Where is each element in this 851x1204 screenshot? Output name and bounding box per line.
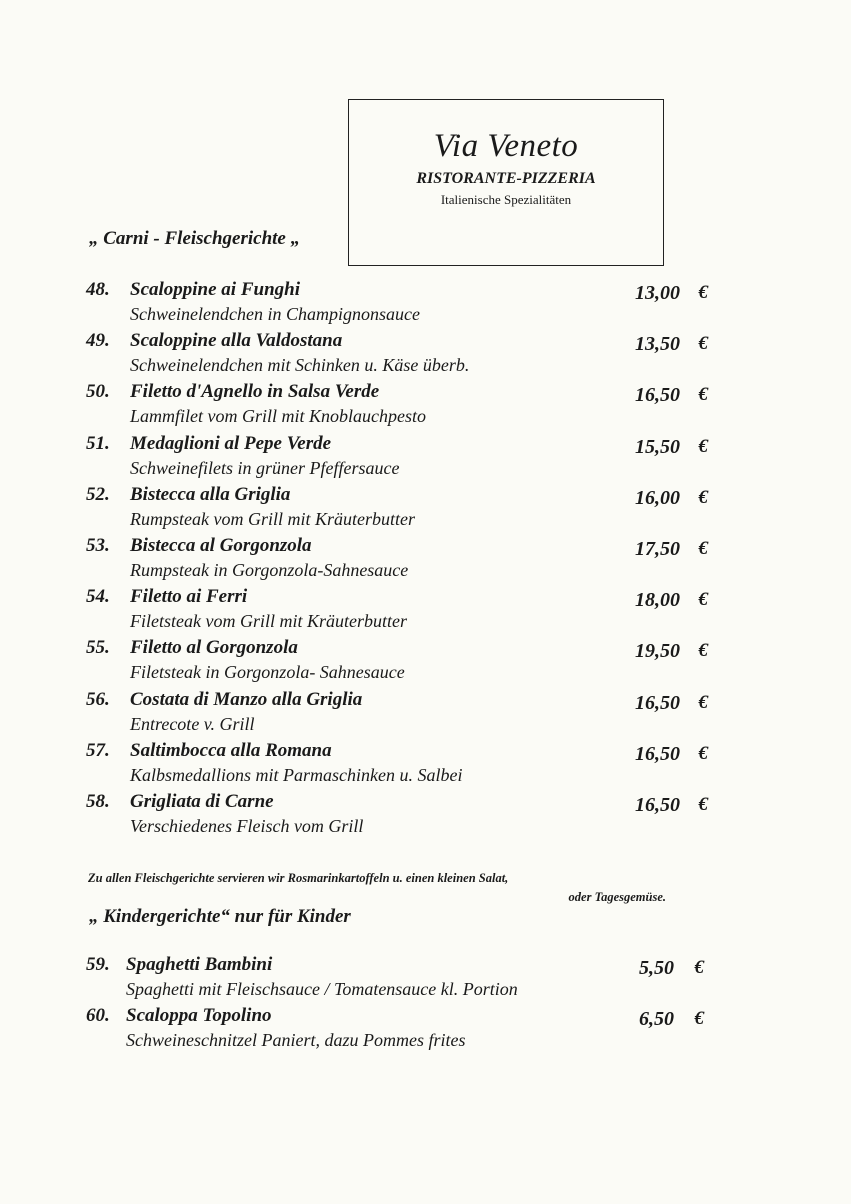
euro-icon: € (698, 435, 708, 457)
menu-item (86, 433, 726, 484)
euro-icon: € (698, 589, 708, 611)
item-number: 57. (86, 739, 110, 761)
item-number: 55. (86, 637, 110, 659)
item-number: 51. (86, 432, 110, 454)
item-price: 17,50 (635, 537, 680, 560)
menu-item (86, 637, 726, 688)
section-title-kinder: „ Kindergerichte“ nur für Kinder (89, 906, 351, 927)
item-price: 5,50 (639, 957, 674, 979)
item-name: Filetto al Gorgonzola (130, 637, 298, 659)
item-price: 16,50 (635, 793, 680, 816)
euro-icon: € (698, 486, 708, 508)
side-dish-note (88, 869, 666, 907)
item-price: 6,50 (639, 1008, 674, 1031)
item-description: Rumpsteak vom Grill mit Kräuterbutter (130, 508, 415, 529)
restaurant-name: Via Veneto (433, 128, 579, 164)
menu-item (86, 586, 726, 637)
item-description: Entrecote v. Grill (130, 713, 255, 734)
item-name: Grigliata di Carne (130, 790, 274, 812)
item-description: Spaghetti mit Fleischsauce / Tomatensauce kl. Portion (126, 979, 518, 999)
item-price: 15,50 (635, 435, 680, 458)
item-number: 50. (86, 381, 110, 403)
item-name: Bistecca alla Griglia (130, 483, 291, 505)
item-description: Lammfilet vom Grill mit Knoblauchpesto (130, 406, 426, 427)
note-line-2: oder Tagesgemüse. (568, 890, 666, 904)
item-name: Saltimbocca alla Romana (130, 739, 332, 761)
item-name: Scaloppa Topolino (126, 1005, 272, 1027)
euro-icon: € (698, 691, 708, 713)
item-price: 16,00 (635, 486, 680, 509)
item-name: Filetto d'Agnello in Salsa Verde (130, 381, 380, 403)
item-number: 48. (86, 279, 110, 300)
item-price: 13,00 (635, 282, 680, 304)
item-name: Scaloppine ai Funghi (130, 279, 300, 300)
item-number: 56. (86, 688, 110, 710)
euro-icon: € (694, 1008, 704, 1030)
item-description: Schweinefilets in grüner Pfeffersauce (130, 457, 400, 478)
item-description: Schweinelendchen in Champignonsauce (130, 304, 420, 324)
section-title-carni: „ Carni - Fleischgerichte „ (89, 228, 301, 249)
restaurant-subtitle: RISTORANTE-PIZZERIA (416, 170, 596, 187)
item-description: Schweinelendchen mit Schinken u. Käse überb. (130, 355, 470, 376)
item-description: Verschiedenes Fleisch vom Grill (130, 815, 364, 836)
menu-item (86, 330, 726, 381)
menu-item (86, 791, 726, 842)
menu-item (86, 279, 726, 330)
note-line-1: Zu allen Fleischgerichte servieren wir Rosmarinkartoffeln u. einen kleinen Salat, (88, 871, 509, 885)
menu-item (86, 535, 726, 586)
euro-icon: € (698, 742, 708, 764)
item-description: Filetsteak vom Grill mit Kräuterbutter (130, 611, 407, 632)
item-number: 59. (86, 954, 110, 975)
item-name: Filetto ai Ferri (130, 586, 248, 608)
euro-icon: € (698, 384, 708, 406)
item-number: 53. (86, 534, 110, 556)
item-name: Costata di Manzo alla Griglia (130, 688, 363, 710)
menu-item (86, 740, 726, 791)
euro-icon: € (698, 793, 708, 815)
item-name: Bistecca al Gorgonzola (130, 534, 312, 556)
item-description: Kalbsmedallions mit Parmaschinken u. Salbei (130, 764, 463, 785)
item-number: 58. (86, 790, 110, 812)
item-number: 60. (86, 1005, 110, 1027)
menu-list-carni (86, 279, 726, 842)
item-price: 18,00 (635, 589, 680, 612)
menu-item (86, 689, 726, 740)
item-price: 16,50 (635, 691, 680, 714)
restaurant-tagline: Italienische Spezialitäten (440, 192, 572, 207)
menu-item (86, 954, 726, 1005)
euro-icon: € (698, 537, 708, 559)
menu-item (86, 381, 726, 432)
item-number: 54. (86, 586, 110, 608)
item-number: 49. (86, 330, 110, 352)
item-number: 52. (86, 483, 110, 505)
euro-icon: € (694, 957, 704, 978)
euro-icon: € (698, 333, 708, 355)
item-price: 19,50 (635, 640, 680, 663)
menu-item (86, 1005, 726, 1056)
item-description: Filetsteak in Gorgonzola- Sahnesauce (130, 662, 405, 683)
restaurant-header-box (348, 99, 664, 266)
euro-icon: € (698, 282, 708, 303)
item-description: Schweineschnitzel Paniert, dazu Pommes frites (126, 1030, 466, 1051)
item-price: 16,50 (635, 742, 680, 765)
item-price: 13,50 (635, 333, 680, 356)
euro-icon: € (698, 640, 708, 662)
menu-item (86, 484, 726, 535)
item-price: 16,50 (635, 384, 680, 407)
item-name: Spaghetti Bambini (126, 954, 273, 975)
item-name: Scaloppine alla Valdostana (130, 330, 343, 352)
menu-list-kinder (86, 954, 726, 1056)
item-name: Medaglioni al Pepe Verde (130, 432, 332, 454)
item-description: Rumpsteak in Gorgonzola-Sahnesauce (130, 559, 409, 580)
